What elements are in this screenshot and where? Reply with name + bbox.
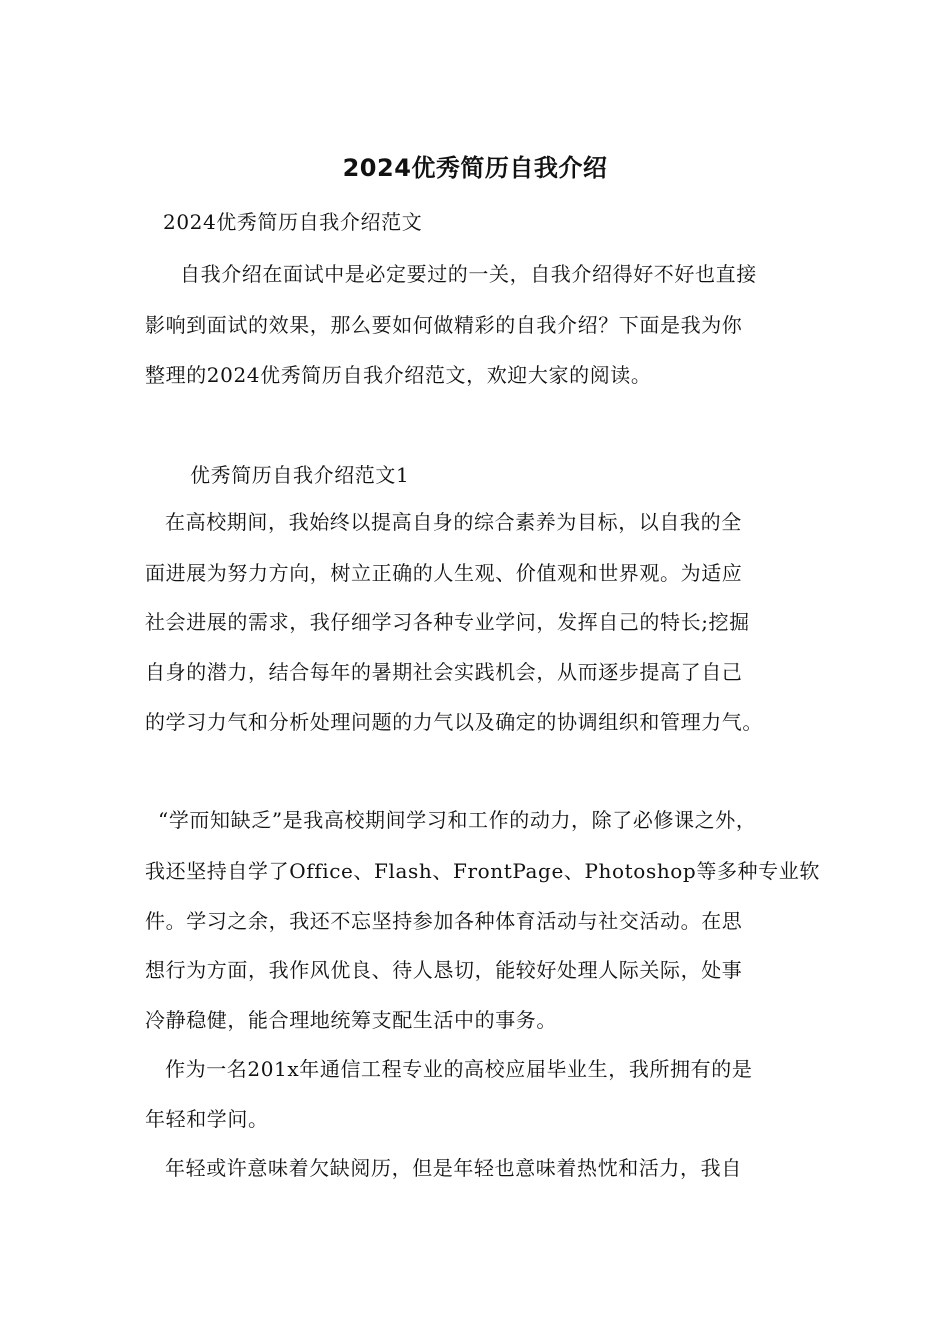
paragraph-line: “学而知缺乏”是我高校期间学习和工作的动力，除了必修课之外， (158, 808, 757, 832)
intro-line: 影响到面试的效果，那么要如何做精彩的自我介绍？下面是我为你 (145, 313, 743, 337)
document-subtitle: 2024优秀简历自我介绍范文 (163, 210, 423, 234)
paragraph-line: 面进展为努力方向，树立正确的人生观、价值观和世界观。为适应 (145, 561, 743, 585)
paragraph-line: 想行为方面，我作风优良、待人恳切，能较好处理人际关际，处事 (145, 958, 743, 982)
paragraph-line: 年轻和学问。 (145, 1107, 269, 1131)
paragraph-line: 自身的潜力，结合每年的暑期社会实践机会，从而逐步提高了自己 (145, 660, 743, 684)
paragraph-line: 件。学习之余，我还不忘坚持参加各种体育活动与社交活动。在思 (145, 909, 743, 933)
intro-line: 整理的2024优秀简历自我介绍范文，欢迎大家的阅读。 (145, 363, 652, 387)
document-title: 2024优秀简历自我介绍 (342, 154, 608, 182)
paragraph-line: 在高校期间，我始终以提高自身的综合素养为目标，以自我的全 (165, 510, 742, 534)
section-heading: 优秀简历自我介绍范文1 (190, 463, 410, 487)
paragraph-line: 我还坚持自学了Office、Flash、FrontPage、Photoshop等多种专业软 (145, 859, 820, 883)
paragraph-line: 的学习力气和分析处理问题的力气以及确定的协调组织和管理力气。 (145, 710, 763, 734)
paragraph-line: 年轻或许意味着欠缺阅历，但是年轻也意味着热忱和活力，我自 (165, 1156, 742, 1180)
paragraph-line: 冷静稳健，能合理地统筹支配生活中的事务。 (145, 1008, 557, 1032)
paragraph-line: 作为一名201x年通信工程专业的高校应届毕业生，我所拥有的是 (165, 1057, 753, 1081)
paragraph-line: 社会进展的需求，我仔细学习各种专业学问，发挥自己的特长;挖掘 (145, 610, 750, 634)
intro-line: 自我介绍在面试中是必定要过的一关，自我介绍得好不好也直接 (180, 262, 757, 286)
